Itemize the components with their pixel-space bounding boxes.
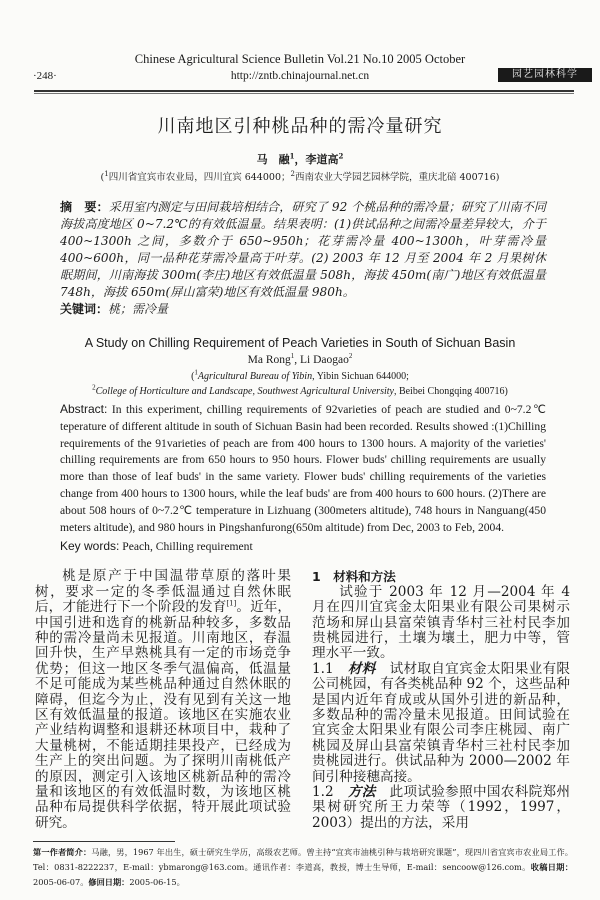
- subsection-1-2: [312, 785, 570, 831]
- affil-1-sup: 1: [104, 169, 109, 178]
- en-keywords-label: Key words:: [60, 539, 120, 554]
- footnote: [33, 845, 573, 890]
- en-affil-1-rest: , Yibin Sichuan 644000;: [312, 371, 409, 382]
- affil-1: 四川省宜宾市农业局，四川宜宾 644000；: [108, 172, 291, 183]
- revised-label: 修回日期：: [88, 877, 130, 888]
- section-heading-1: 1 材料和方法: [312, 569, 396, 585]
- en-affil-2-sup: 2: [92, 383, 96, 392]
- author-1-sup: 1: [289, 151, 295, 161]
- en-abstract-text: In this experiment, chilling requirements of 92varieties of peach are studied and 0~7.2℃ teperature of different altitude in south of Sichuan Basin had been recorded. Results showed :(1)Chilling requirements of the 91varieties of peach are from 400 hours to 1300 hours. A majority of the varieties' chilling requirements are from 650 hours to 950 hours. Flower buds' chilling requirements are usually more than those of leaf buds' in the same variety. Flower buds' chilling requirements of the varieties change from 400 hours to 1300 hours, while the leaf buds' are from 400 hours to 600 hours. (2)There are about 508 hours of 0~7.2℃ temperature in Lizhuang (300meters altitude), 748 hours in Nanguang(450 meters altitude), and 980 hours in Pingshanfurong(650m altitude) from Dec, 2003 to Feb, 2004.: [60, 403, 546, 534]
- en-author-1-sup: 1: [290, 352, 295, 361]
- cn-title: 川南地区引种桃品种的需冷量研究: [157, 116, 443, 137]
- revised-date: 2005-06-15。: [129, 877, 185, 888]
- affil-2: 西南农业大学园艺园林学院，重庆北碚 400716: [294, 172, 496, 183]
- sub12-number: 1.2: [312, 784, 334, 801]
- section-badge: 园艺园林科学: [498, 68, 592, 82]
- methods-column: [312, 569, 570, 831]
- en-author-2: Li Daogao: [300, 354, 349, 366]
- en-title: A Study on Chilling Requirement of Peach Varieties in South of Sichuan Basin: [84, 336, 516, 350]
- cn-affiliations: ($^1$四川省宜宾市农业局，四川宜宾 644000；$^2$西南农业大学园艺园林学院，重庆北碚 400716): [100, 169, 500, 183]
- cn-keywords-text: 桃；需冷量: [108, 302, 169, 316]
- header-rule-thin: [34, 93, 574, 94]
- page-number: ·248·: [33, 70, 57, 82]
- en-affil-2: [0, 384, 600, 399]
- en-author-2-sup: 2: [348, 352, 353, 361]
- en-keywords-text: Peach, Chilling requirement: [122, 540, 253, 554]
- cn-keywords: [60, 301, 600, 318]
- sub11-title: 材料: [347, 660, 376, 677]
- journal-header: Chinese Agricultural Science Bulletin Vol.21 No.10 2005 October: [134, 52, 466, 66]
- author-2-sup: 2: [338, 151, 344, 161]
- footnote-label: 第一作者简介：: [33, 847, 92, 858]
- cn-abstract: [60, 199, 546, 301]
- en-affil-1: ($^1$Agricultural Bureau of Yibin, Yibin Sichuan 644000;: [191, 368, 409, 382]
- article: [0, 108, 600, 900]
- en-abstract: [60, 401, 546, 536]
- cn-keywords-label: 关键词：: [60, 302, 109, 316]
- intro-text-1: 桃是原产于中国温带草原的落叶果树，要求一定的冬季低温通过自然休眠后，才能进行下一个阶段的发育: [35, 568, 291, 616]
- author-1: 马 融: [256, 153, 290, 166]
- footnote-rule: [33, 841, 175, 842]
- sub11-number: 1.1: [312, 660, 334, 677]
- received-date: 2005-06-07。: [33, 877, 89, 888]
- citation-ref: [1]: [226, 599, 237, 608]
- cn-abstract-label: 摘 要：: [60, 200, 109, 214]
- cn-authors: 马 融$^1$，李道高$^2$: [256, 151, 344, 166]
- en-affil-2-name: College of Horticulture and Landscape, Southwest Agricultural University: [95, 386, 394, 397]
- author-2: 李道高: [305, 153, 339, 166]
- en-authors: Ma Rong$^1$, Li Daogao$^2$: [247, 352, 353, 366]
- en-author-1: Ma Rong: [247, 354, 291, 366]
- sub12-title: 方法: [347, 784, 376, 801]
- en-affil-2-rest: , Beibei Chongqing 400716): [393, 386, 508, 397]
- section1-paragraph: 试验于 2003 年 12 月—2004 年 4 月在四川宜宾金太阳果业有限公司果树示范场和屏山县富荣镇青华村三社村民李加贵桃园进行，土壤为壤土，肥力中等，管理水平一致。: [312, 583, 570, 662]
- header-rule: [34, 90, 574, 92]
- footnote-text: 马融，男，1967 年出生，硕士研究生学历，高级农艺师。曾主持“宜宾市油桃引种与栽培研究课题”，现四川省宜宾市农业局工作。Tel：0831-8222237，E-mail：ybmarong@163.com。通讯作者：李道高，教授，博士生导师，E-mail：sencoow@126.com。: [33, 847, 573, 873]
- intro-text-2: 。近年，中国引进和选育的桃新品种较多，多数品种的需冷量尚未见报道。川南地区，春温回升快，生产早熟桃具有一定的市场竞争优势；但这一地区冬季气温偏高，低温量不足可能成为某些桃品种通过自然休眠的障碍，但迄今为止，没有见到有关这一地区有效低温量的报道。该地区在实施农业产业结构调整和退耕还林项目中，栽种了大量桃树，不能适期挂果投产，已经成为生产上的突出问题。为了探明川南桃低产的原因，测定引入该地区桃新品种的需冷量和该地区的有效低温时数，为该地区桃品种布局提供科学依据，特开展此项试验研究。: [35, 599, 292, 831]
- received-label: 收稿日期：: [530, 862, 573, 873]
- en-affil-1-name: Agricultural Bureau of Yibin: [197, 371, 313, 382]
- intro-paragraph: [35, 569, 291, 831]
- en-affil-1-sup: 1: [194, 368, 198, 377]
- cn-abstract-text: 采用室内测定与田间栽培相结合，研究了 92 个桃品种的需冷量；研究了川南不同海拔高度地区 0~7.2℃的有效低温量。结果表明：(1)供试品种之间需冷量差异较大，介于 400~1300h 之间，多数介于 650~950h；花芽需冷量 400~1300h，叶芽需冷量 400~600h，同一品种花芽需冷量高于叶芽。(2) 2003 年 12 月至 2004 年 2 月果树休眠期间，川南海拔 300m(李庄)地区有效低温量 508h，海拔 450m(南广)地区有效低温量 748h，海拔 650m(屏山富荣)地区有效低温量 980h。: [60, 200, 546, 299]
- sub12-text: 此项试验参照中国农科院郑州果树研究所王力荣等（1992，1997，2003）提出的方法，采用: [312, 784, 571, 831]
- en-keywords: [60, 538, 600, 555]
- journal-url: http://zntb.chinajournal.net.cn: [230, 70, 370, 82]
- body-columns: [35, 569, 570, 831]
- sub11-text: 试材取自宜宾金太阳果业有限公司桃园，有各类桃品种 92 个，这些品种是国内近年育成或从国外引进的新品种，多数品种的需冷量未见报道。田间试验在宜宾金太阳果业有限公司李庄桃园、南广桃园及屏山县富荣镇青华村三社村民李加贵桃园进行。供试品种为 2000—2002 年间引种接穗高接。: [312, 660, 571, 785]
- en-abstract-label: Abstract:: [60, 402, 108, 416]
- subsection-1-1: [312, 662, 570, 785]
- affil-2-sup: 2: [290, 169, 295, 178]
